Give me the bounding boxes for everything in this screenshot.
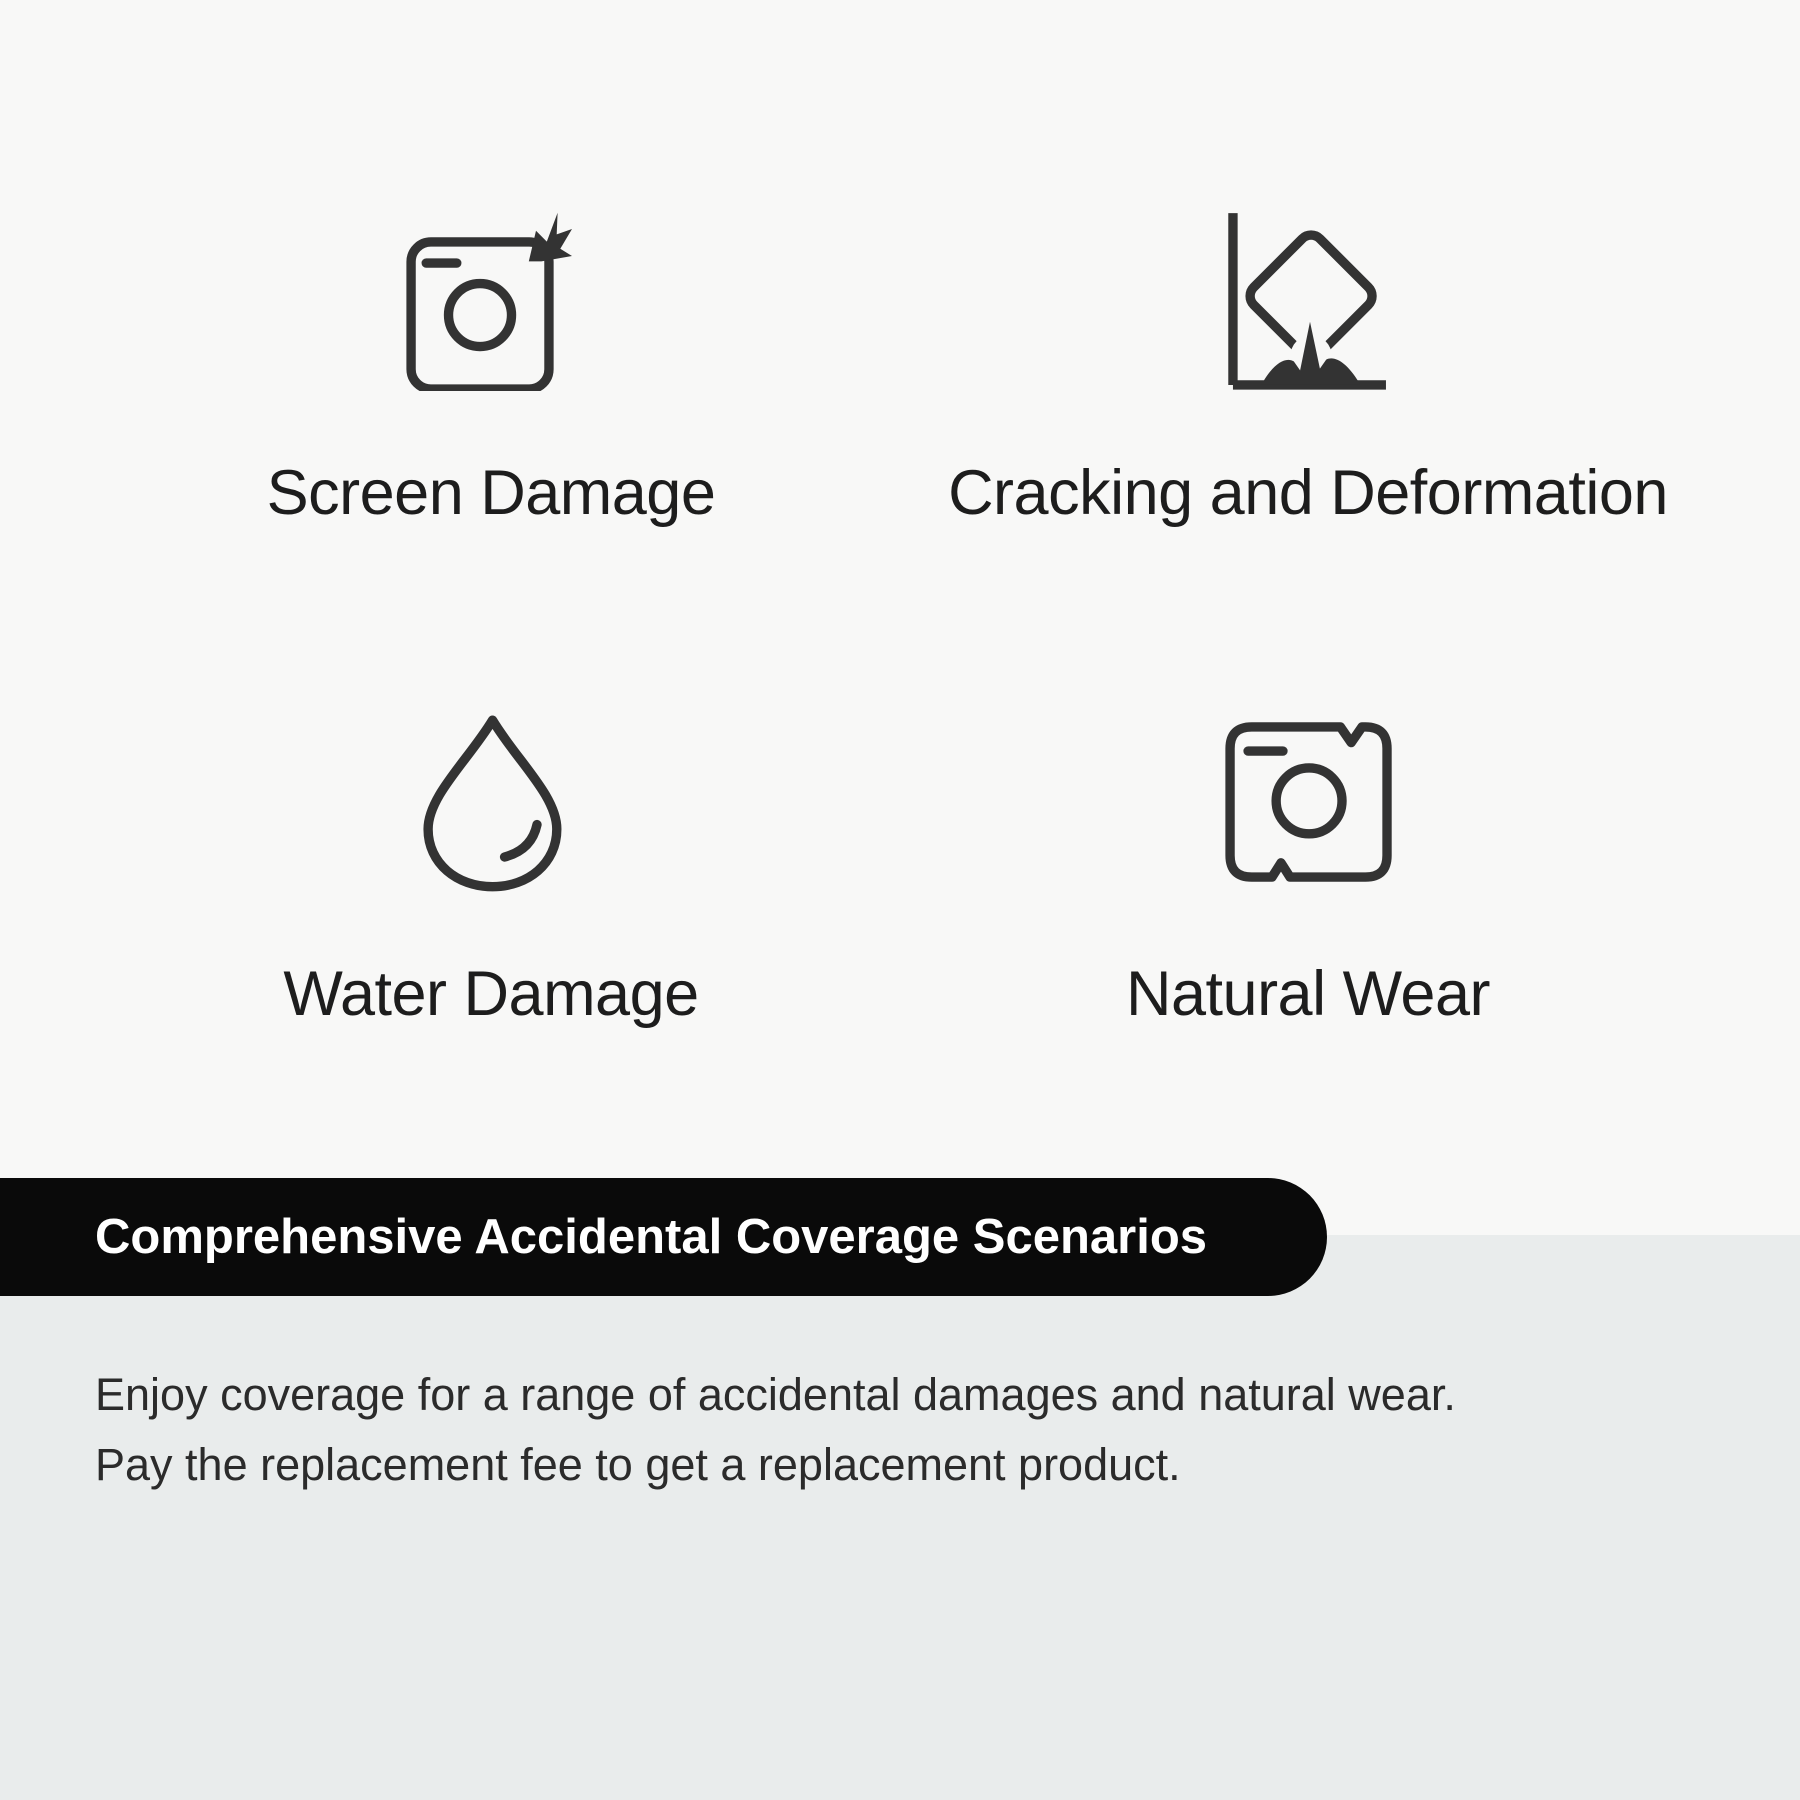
cracking-deformation-label: Cracking and Deformation — [948, 458, 1668, 528]
camera-impact-icon — [401, 211, 581, 391]
banner-title: Comprehensive Accidental Coverage Scenarios — [95, 1210, 1207, 1264]
diamond-impact-icon — [1220, 212, 1400, 392]
section-banner — [0, 1178, 1327, 1296]
coverage-description — [95, 1360, 1745, 1500]
water-damage-label: Water Damage — [283, 959, 699, 1029]
bottom-background-section — [0, 1235, 1800, 1800]
screen-damage-label: Screen Damage — [266, 458, 716, 528]
natural-wear-label: Natural Wear — [1126, 959, 1490, 1029]
worn-camera-icon — [1218, 712, 1398, 892]
description-line-1: Enjoy coverage for a range of accidental damages and natural wear. — [95, 1369, 1456, 1420]
description-line-2: Pay the replacement fee to get a replacement product. — [95, 1439, 1181, 1490]
water-drop-icon — [402, 713, 582, 893]
